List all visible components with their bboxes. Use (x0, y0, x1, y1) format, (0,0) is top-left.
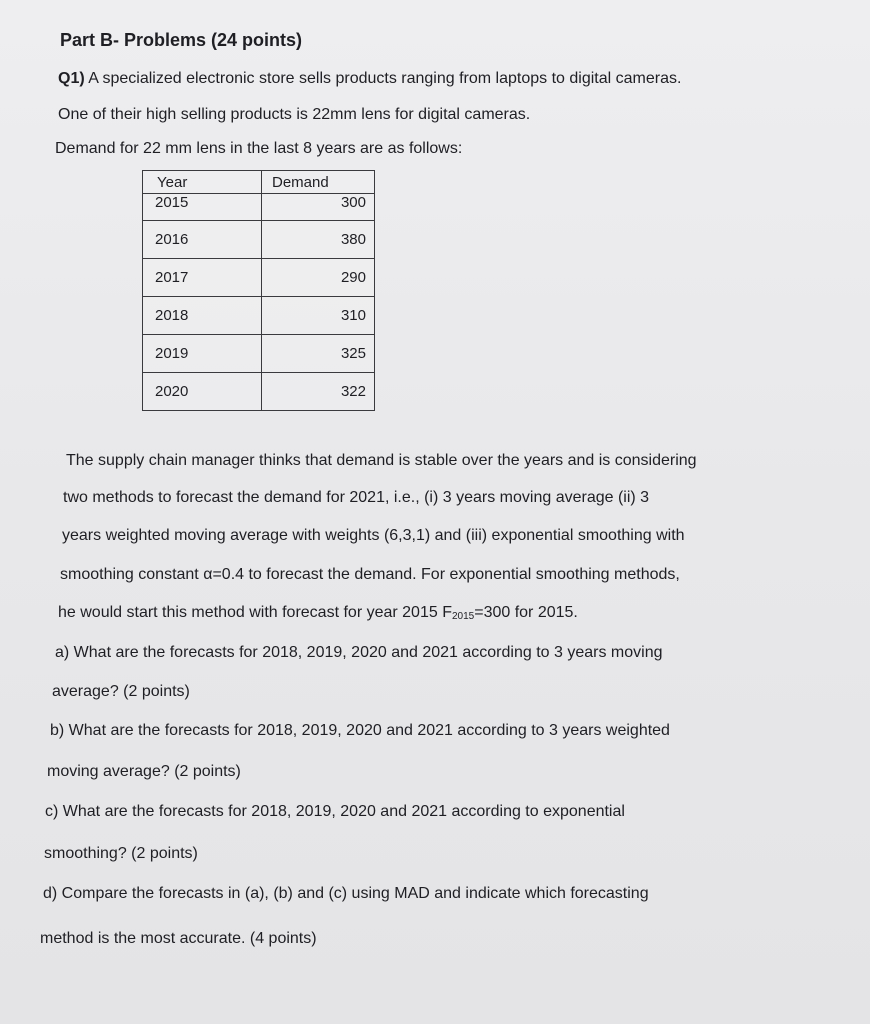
table-row (143, 373, 375, 411)
question-intro (58, 70, 681, 88)
year-cell: 2019 (143, 335, 262, 373)
table-header-row (143, 171, 375, 194)
year-cell: 2020 (143, 373, 262, 411)
question-line-2: One of their high selling products is 22mm lens for digital cameras. (58, 106, 531, 123)
question-a-line-1: a) What are the forecasts for 2018, 2019, 2020 and 2021 according to 3 years moving (55, 644, 663, 661)
year-cell: 2018 (143, 297, 262, 335)
year-cell: 2016 (143, 221, 262, 259)
demand-cell: 290 (262, 259, 375, 297)
header-year: Year (143, 171, 262, 194)
paragraph-line-2: two methods to forecast the demand for 2021, i.e., (i) 3 years moving average (ii) 3 (63, 489, 650, 506)
demand-cell: 310 (262, 297, 375, 335)
year-cell: 2017 (143, 259, 262, 297)
demand-cell: 322 (262, 373, 375, 411)
question-b-line-2: moving average? (2 points) (47, 763, 241, 780)
table-row (143, 259, 375, 297)
section-title: Part B- Problems (24 points) (60, 30, 303, 50)
table-row (143, 335, 375, 373)
question-c-line-1: c) What are the forecasts for 2018, 2019, 2020 and 2021 according to exponential (45, 803, 625, 820)
paragraph-line-1: The supply chain manager thinks that demand is stable over the years and is considering (66, 452, 697, 469)
forecast-subscript: 2015 (451, 611, 475, 622)
question-label: Q1) (58, 70, 85, 87)
paragraph-line-3: years weighted moving average with weights (6,3,1) and (iii) exponential smoothing with (62, 527, 685, 544)
demand-cell: 380 (262, 221, 375, 259)
demand-cell: 300 (262, 194, 375, 221)
table-row (143, 194, 375, 221)
paragraph-line-5-end: =300 for 2015. (474, 604, 578, 621)
question-line-3: Demand for 22 mm lens in the last 8 years are as follows: (55, 140, 463, 157)
demand-cell: 325 (262, 335, 375, 373)
question-intro-text: A specialized electronic store sells products ranging from laptops to digital cameras. (84, 70, 682, 87)
paragraph-line-5 (58, 604, 578, 622)
header-demand: Demand (262, 171, 375, 194)
question-a-line-2: average? (2 points) (52, 683, 190, 700)
question-b-line-1: b) What are the forecasts for 2018, 2019, 2020 and 2021 according to 3 years weighted (50, 722, 670, 739)
question-c-line-2: smoothing? (2 points) (44, 845, 198, 862)
paragraph-line-4: smoothing constant α=0.4 to forecast the demand. For exponential smoothing methods, (60, 566, 680, 583)
year-cell: 2015 (143, 194, 262, 221)
question-d-line-2: method is the most accurate. (4 points) (40, 930, 317, 947)
demand-table (142, 170, 375, 411)
question-d-line-1: d) Compare the forecasts in (a), (b) and (c) using MAD and indicate which forecasting (43, 885, 649, 902)
paragraph-line-5-start: he would start this method with forecast for year 2015 F (58, 604, 452, 621)
table-row (143, 297, 375, 335)
table-row (143, 221, 375, 259)
